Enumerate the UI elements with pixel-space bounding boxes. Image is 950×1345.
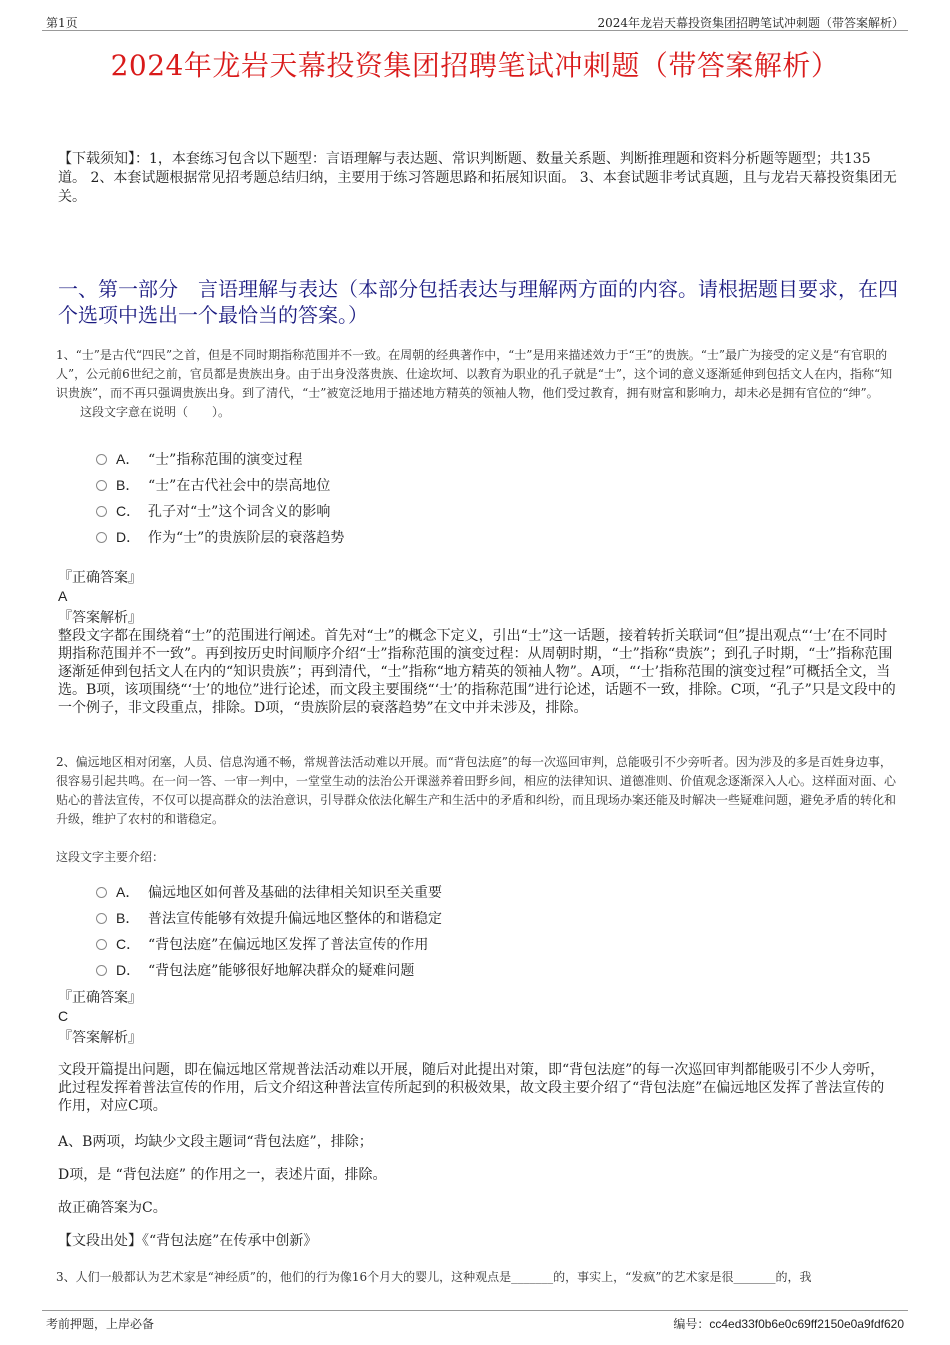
footer-code: 编号：cc4ed33f0b6e0c69ff2150e0a9fdf620	[673, 1317, 904, 1331]
question-3-text: 3、人们一般都认为艺术家是“神经质”的，他们的行为像16个月大的婴儿，这种观点是_______的，事实上，“发疯”的艺术家是很_______的，我	[56, 1270, 812, 1284]
q2-option-c[interactable]: C． “背包法庭”在偏远地区发挥了普法宣传的作用	[96, 934, 428, 954]
q2-answer-label: 『正确答案』	[58, 990, 142, 1006]
q2-analysis-label: 『答案解析』	[58, 1030, 142, 1046]
footer-slogan: 考前押题，上岸必备	[46, 1317, 155, 1331]
page-title: 2024年龙岩天幕投资集团招聘笔试冲刺题（带答案解析）	[110, 49, 840, 82]
question-2-text: 2、偏远地区相对闭塞，人员、信息沟通不畅，常规普法活动难以开展。而“背包法庭”的每一次巡回审判，总能吸引不少旁听者。因为涉及的多是百姓身边事，很容易引起共鸣。在一问一答、一审一判中，一堂堂生动的法治公开课滋养着田野乡间，相应的法律知识、道德准则、价值观念逐渐深入人心。这样面对面、心贴心的普法宣传，不仅可以提高群众的法治意识，引导群众依法化解生产和生活中的矛盾和纠纷，而且现场办案还能及时解决一些疑难问题，避免矛盾的转化和升级，维护了农村的和谐稳定。	[56, 755, 897, 826]
radio-icon[interactable]	[96, 939, 107, 950]
section-heading: 一、第一部分 言语理解与表达（本部分包括表达与理解两方面的内容。请根据题目要求，在四个选项中选出一个最恰当的答案。）	[58, 277, 898, 327]
radio-icon[interactable]	[96, 913, 107, 924]
page-header	[42, 12, 908, 31]
question-1-text: 1、“士”是古代“四民”之首，但是不同时期指称范围并不一致。在周朝的经典著作中，“士”是用来描述效力于“王”的贵族。“士”最广为接受的定义是“有官职的人”，公元前6世纪之前，官员都是贵族出身。由于出身没落贵族、仕途坎坷、以教育为职业的孔子就是“士”，这个词的意义逐渐延伸到包括文人在内，指称“知识贵族”，而不再只强调贵族出身。到了清代，“士”被宽泛地用于描述地方精英的领袖人物，他们受过教育，拥有财富和影响力，却未必是拥有官位的“绅”。 这段文字意在说明（ ）。	[56, 346, 898, 422]
q2-conclusion: 故正确答案为C。	[58, 1200, 167, 1216]
q2-answer: C	[58, 1008, 69, 1024]
question-2-stem: 这段文字主要介绍：	[56, 850, 165, 864]
q2-option-a[interactable]: A． 偏远地区如何普及基础的法律相关知识至关重要	[96, 882, 442, 902]
radio-icon[interactable]	[96, 454, 107, 465]
q1-answer: A	[58, 588, 68, 604]
q2-source: 【文段出处】《“背包法庭”在传承中创新》	[58, 1233, 318, 1249]
download-notice: 【下载须知】：1，本套练习包含以下题型：言语理解与表达题、常识判断题、数量关系题、判断推理题和资料分析题等题型；共135道。 2、本套试题根据常见招考题总结归纳，主要用于练习答题思路和拓展知识面。 3、本套试题非考试真题，且与龙岩天幕投资集团无关。	[58, 151, 897, 205]
q2-option-b[interactable]: B． 普法宣传能够有效提升偏远地区整体的和谐稳定	[96, 908, 442, 928]
q2-analysis-ab: A、B两项，均缺少文段主题词“背包法庭”，排除；	[58, 1134, 373, 1150]
radio-icon[interactable]	[96, 480, 107, 491]
q1-option-b[interactable]: B． “士”在古代社会中的崇高地位	[96, 475, 330, 495]
radio-icon[interactable]	[96, 532, 107, 543]
page-footer	[42, 1310, 908, 1329]
q1-answer-label: 『正确答案』	[58, 570, 142, 586]
page-number: 第1页	[46, 16, 78, 30]
q2-analysis: 文段开篇提出问题，即在偏远地区常规普法活动难以开展，随后对此提出对策，即“背包法庭”的每一次巡回审判都能吸引不少人旁听，此过程发挥着普法宣传的作用，后文介绍这种普法宣传所起到的积极效果，故文段主要介绍了“背包法庭”在偏远地区发挥了普法宣传的作用，对应C项。	[58, 1062, 885, 1114]
radio-icon[interactable]	[96, 965, 107, 976]
q1-option-a[interactable]: A． “士”指称范围的演变过程	[96, 449, 302, 469]
q1-analysis-label: 『答案解析』	[58, 610, 142, 626]
q2-analysis-d: D项，是 “背包法庭” 的作用之一，表述片面，排除。	[58, 1167, 387, 1183]
question-1-stem: 这段文字意在说明（ ）。	[80, 405, 231, 419]
q1-analysis: 整段文字都在围绕着“士”的范围进行阐述。首先对“士”的概念下定义，引出“士”这一话题，接着转折关联词“但”提出观点“‘士’在不同时期指称范围并不一致”。再到按历史时间顺序介绍“士”指称范围的演变过程：从周朝时期，“士”指称“贵族”；到孔子时期，“士”指称范围逐渐延伸到包括文人在内的“知识贵族”；再到清代，“士”指称“地方精英的领袖人物”。A项，“‘士’指称范围的演变过程”可概括全文，当选。B项，该项围绕“‘士’的地位”进行论述，而文段主要围绕“‘士’的指称范围”进行论述，话题不一致，排除。C项，“孔子”只是文段中的一个例子，非文段重点，排除。D项，“贵族阶层的衰落趋势”在文中并未涉及，排除。	[58, 628, 896, 716]
q1-option-c[interactable]: C． 孔子对“士”这个词含义的影响	[96, 501, 330, 521]
q1-option-d[interactable]: D． 作为“士”的贵族阶层的衰落趋势	[96, 527, 344, 547]
header-doc-title: 2024年龙岩天幕投资集团招聘笔试冲刺题（带答案解析）	[597, 16, 904, 30]
q2-option-d[interactable]: D． “背包法庭”能够很好地解决群众的疑难问题	[96, 960, 414, 980]
radio-icon[interactable]	[96, 887, 107, 898]
radio-icon[interactable]	[96, 506, 107, 517]
